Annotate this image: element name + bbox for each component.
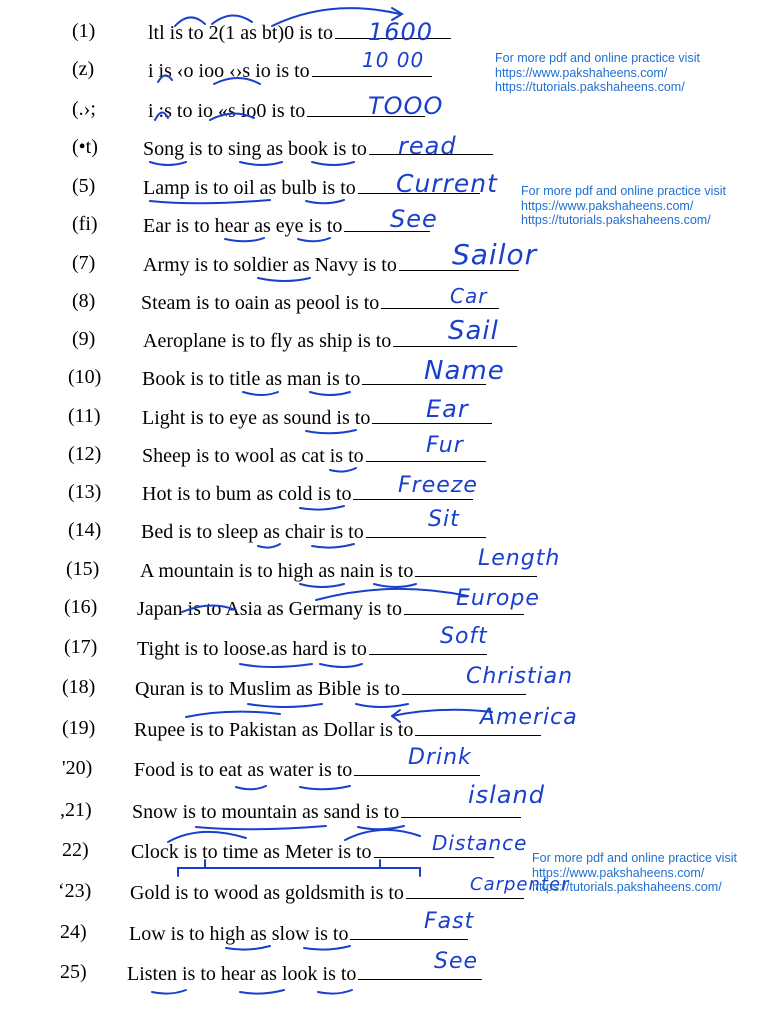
item-number: (8) xyxy=(72,290,96,312)
item-answer: Current xyxy=(396,169,498,198)
item-number: (•t) xyxy=(72,136,98,158)
list-item xyxy=(0,781,768,831)
item-answer: Soft xyxy=(440,624,488,649)
item-question: A mountain is to high as nain is to xyxy=(140,558,537,583)
item-answer: Sit xyxy=(428,507,460,532)
item-answer: Sailor xyxy=(452,238,538,271)
item-number: (18) xyxy=(62,676,96,698)
item-question: Book is to title as man is to xyxy=(142,366,486,391)
list-item xyxy=(0,356,768,398)
item-answer: TOOO xyxy=(368,92,444,120)
list-item xyxy=(0,130,768,168)
item-question: Gold is to wood as goldsmith is to xyxy=(130,880,524,905)
item-number: (fi) xyxy=(72,213,98,235)
item-question: Steam is to oain as peool is to xyxy=(141,290,499,315)
item-number: (15) xyxy=(66,558,100,580)
item-number: (1) xyxy=(72,20,96,42)
item-number: (14) xyxy=(68,519,102,541)
item-answer: Drink xyxy=(408,745,472,770)
list-item xyxy=(0,664,768,708)
item-number: (13) xyxy=(68,481,102,503)
item-answer: Carpenter xyxy=(470,874,570,895)
item-answer: Name xyxy=(424,356,505,386)
list-item xyxy=(0,475,768,513)
list-item xyxy=(0,586,768,628)
list-item xyxy=(0,395,768,437)
item-question: i :s to io «s io0 is to xyxy=(148,98,425,123)
item-number: (.›; xyxy=(72,98,96,120)
item-question: Song is to sing as book is to xyxy=(143,136,493,161)
item-number: ,21) xyxy=(60,799,92,821)
item-number: 25) xyxy=(60,961,87,983)
item-answer: Fast xyxy=(424,909,475,934)
list-item xyxy=(0,316,768,360)
item-question: Clock is to time as Meter is to xyxy=(131,839,494,864)
item-answer: Car xyxy=(450,284,488,308)
item-number: (16) xyxy=(64,596,98,618)
list-item xyxy=(0,705,768,749)
item-question: Sheep is to wool as cat is to xyxy=(142,443,486,468)
item-question: Food is to eat as water is to xyxy=(134,757,480,782)
promo-note: For more pdf and online practice visit https://www.pakshaheens.com/ https://tutorials.pakshaheens.com/ xyxy=(495,51,700,94)
item-question: Hot is to bum as cold is to xyxy=(142,481,473,506)
item-answer: 1600 xyxy=(368,18,434,46)
item-question: ltl is to 2(1 as bt)0 is to xyxy=(148,20,451,45)
item-number: (5) xyxy=(72,175,96,197)
item-number: '20) xyxy=(62,757,93,779)
item-number: (17) xyxy=(64,636,98,658)
item-question: Quran is to Muslim as Bible is to xyxy=(135,676,526,701)
list-item xyxy=(0,433,768,475)
item-answer: Ear xyxy=(426,395,469,423)
item-question: i is ‹o ioo ‹›s io is to xyxy=(148,58,432,83)
item-number: (19) xyxy=(62,717,96,739)
list-item xyxy=(0,949,768,993)
item-answer: Europe xyxy=(456,586,540,611)
item-number: ‘23) xyxy=(58,880,92,902)
item-question: Low is to high as slow is to xyxy=(129,921,468,946)
promo-note: For more pdf and online practice visit https://www.pakshaheens.com/ https://tutorials.pakshaheens.com/ xyxy=(532,851,737,894)
item-answer: Freeze xyxy=(398,473,478,498)
item-question: Japan is to Asia as Germany is to xyxy=(137,596,524,621)
promo-note: For more pdf and online practice visit https://www.pakshaheens.com/ https://tutorials.pakshaheens.com/ xyxy=(521,184,726,227)
item-number: 24) xyxy=(60,921,87,943)
list-item xyxy=(0,238,768,284)
item-number: 22) xyxy=(62,839,89,861)
item-answer: Fur xyxy=(426,433,464,458)
item-answer: See xyxy=(390,205,438,233)
item-question: Bed is to sleep as chair is to xyxy=(141,519,486,544)
item-question: Lamp is to oil as bulb is to xyxy=(143,175,480,200)
item-answer: See xyxy=(434,949,479,974)
item-answer: America xyxy=(480,705,578,730)
item-answer: Distance xyxy=(432,831,528,855)
item-number: (7) xyxy=(72,252,96,274)
item-answer: Sail xyxy=(448,316,499,346)
item-question: Snow is to mountain as sand is to xyxy=(132,799,521,824)
item-question: Rupee is to Pakistan as Dollar is to xyxy=(134,717,541,742)
list-item xyxy=(0,92,768,130)
list-item xyxy=(0,745,768,789)
list-item xyxy=(0,507,768,551)
item-answer: 10 00 xyxy=(362,48,425,72)
item-answer: Christian xyxy=(466,664,574,689)
list-item xyxy=(0,624,768,668)
item-answer: island xyxy=(468,781,545,809)
item-question: Tight is to loose.as hard is to xyxy=(137,636,487,661)
item-answer: Length xyxy=(478,546,561,571)
list-item xyxy=(0,284,768,322)
item-number: (10) xyxy=(68,366,102,388)
item-number: (9) xyxy=(72,328,96,350)
item-question: Aeroplane is to fly as ship is to xyxy=(143,328,517,353)
item-number: (11) xyxy=(68,405,101,427)
item-answer: read xyxy=(398,132,457,160)
list-item xyxy=(0,909,768,953)
list-item xyxy=(0,546,768,590)
item-number: (12) xyxy=(68,443,102,465)
item-question: Army is to soldier as Navy is to xyxy=(143,252,519,277)
item-question: Listen is to hear as look is to xyxy=(127,961,482,986)
item-question: Light is to eye as sound is to xyxy=(142,405,492,430)
item-number: (z) xyxy=(72,58,95,80)
item-question: Ear is to hear as eye is to xyxy=(143,213,430,238)
